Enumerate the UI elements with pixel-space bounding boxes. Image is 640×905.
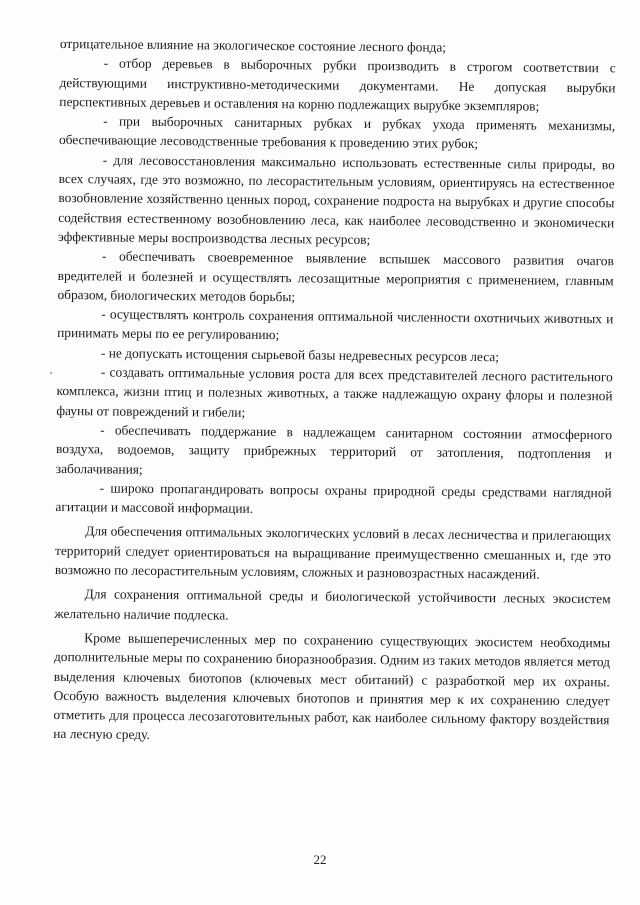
list-item-growth-conditions: - создавать оптимальные условия роста для всех представителей лесного растительного комплекса, жизни птиц и полезных животных, а также надлежащую охрану флоры и полезной фауны от повреждений и гибели; (56, 364, 613, 420)
paragraph-undergrowth: Для сохранения оптимальной среды и биологической устойчивости лесных экосистем желательно наличие подлеска. (54, 586, 611, 623)
list-item-tree-selection: - отбор деревьев в выборочных рубки производить в строгом соответствии с действующими инструктивно-методическими документами. Не допуская вырубки перспективных деревьев и оставления на корню подлежащих вырубке экземпляров; (59, 55, 616, 114)
list-item-pest-control: - обеспечивать своевременное выявление вспышек массового развития очагов вредителей и болезней и осуществлять лесозащитные мероприятия с применением, главным образом, биологических методов борьбы; (57, 248, 614, 305)
list-item-non-timber-resources: - не допускать истощения сырьевой базы недревесных ресурсов леса; (100, 345, 500, 364)
page-number: 22 (313, 852, 327, 867)
list-item-game-animals: - осуществлять контроль сохранения оптимальной численности охотничьих животных и принимать меры по ее регулированию; (57, 306, 614, 343)
list-item-reforestation: - для лесовосстановления максимально использовать естественные силы природы, во всех случаях, где это возможно, по лесорастительным условиям, ориентируясь на естественное возобновление хозяйственно ценных пород, сохранение подроста на вырубках и другие способы содействия естественному возобновлению леса, как наиболее лесоводственно и экономически эффективные меры воспроизводства лесных ресурсов; (57, 152, 615, 247)
scan-speck (50, 372, 52, 374)
paragraph-continuation: отрицательное влияние на экологическое состояние лесного фонда; (59, 35, 447, 55)
paragraph-ecological-conditions: Для обеспечения оптимальных экологических условий в лесах лесничества и прилегающих территорий следует ориентироваться на выращивание преимущественно смешанных и, где это возможно по лесорастительным условиям, сложных и разновозрастных насаждений. (54, 523, 612, 582)
document-body (53, 34, 616, 749)
list-item-sanitary-state: - обеспечивать поддержание в надлежащем санитарном состоянии атмосферного воздуха, водоемов, защиту прибрежных территорий от затопления, подтопления и заболачивания; (55, 422, 613, 477)
list-item-propaganda: - широко пропагандировать вопросы охраны природной среды средствами наглядной агитации и массовой информации. (55, 480, 612, 517)
paragraph-biodiversity: Кроме вышеперечисленных мер по сохранению существующих экосистем необходимы дополнительные меры по сохранению биоразнообразия. Одним из таких методов является метод выделения ключевых биотопов (ключевых мест обитаний) с разработкой мер их охраны. Особую важность выделения ключевых биотопов и принятия мер к их сохранению следует отметить для процесса лесозаготовительных работ, как наиболее сильному фактору воздействия на лесную среду. (53, 630, 611, 743)
list-item-sanitary-felling: - при выборочных санитарных рубках и рубках ухода применять механизмы, обеспечивающие лесоводственные требования к проведению этих рубок; (58, 113, 616, 152)
